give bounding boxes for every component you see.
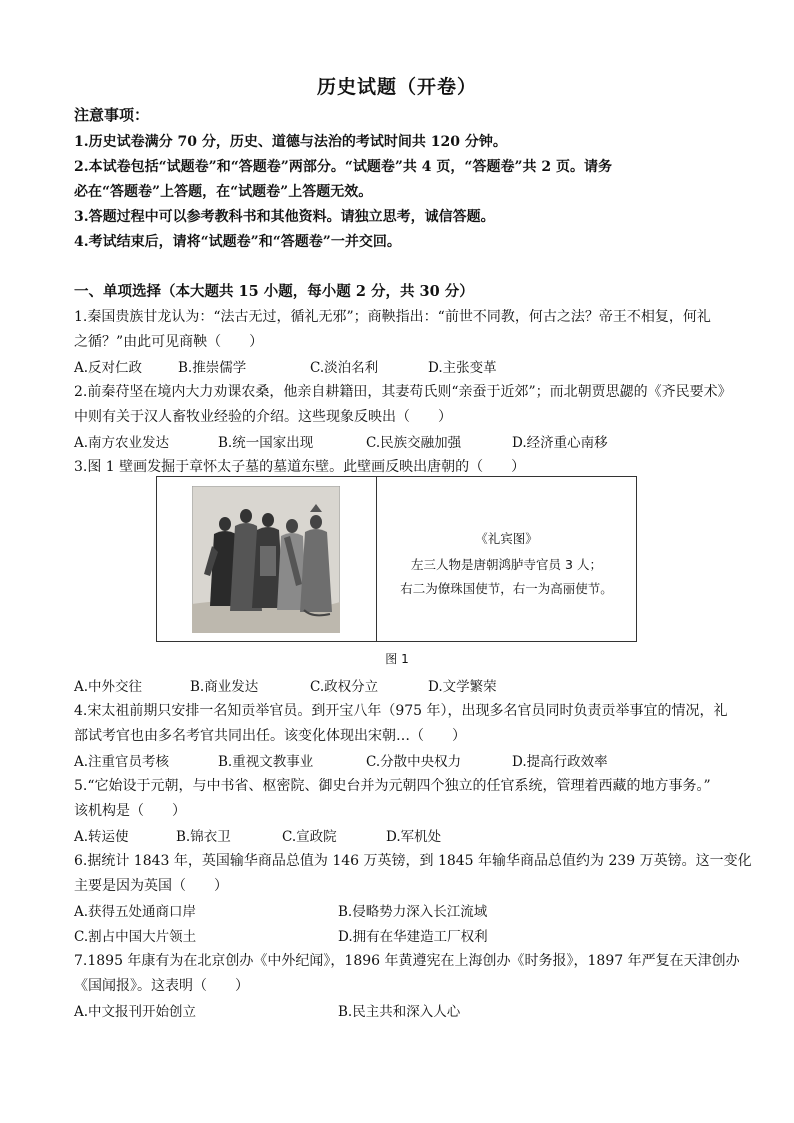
- mural-painting-image: [192, 486, 340, 633]
- question-5-line-1: 5.“它始设于元朝，与中书省、枢密院、御史台并为元朝四个独立的任官系统，管理着西藏的地方事务。”: [74, 778, 711, 794]
- option-c[interactable]: C.淡泊名利: [310, 360, 379, 376]
- figure-1: [156, 476, 637, 642]
- section-heading: 一、单项选择（本大题共 15 小题，每小题 2 分，共 30 分）: [74, 283, 474, 300]
- question-1-line-1: 1.秦国贵族甘龙认为：“法古无过，循礼无邪”；商鞅指出：“前世不同教，何古之法？帝王不相复，何礼: [74, 309, 711, 325]
- question-4-line-2: 部试考官也由多名考官共同出任。该变化体现出宋朝…（ ）: [74, 728, 466, 744]
- option-b[interactable]: B.重视文教事业: [218, 754, 314, 770]
- notice-line-5: 4.考试结束后，请将“试题卷”和“答题卷”一并交回。: [74, 234, 401, 250]
- option-b[interactable]: B.民主共和深入人心: [338, 1004, 461, 1020]
- option-d[interactable]: D.拥有在华建造工厂权利: [338, 929, 488, 945]
- figure-line-2: 右二为僚珠国使节，右一为高丽使节。: [400, 581, 613, 596]
- option-a[interactable]: A.反对仁政: [74, 360, 143, 376]
- notice-line-4: 3.答题过程中可以参考教科书和其他资料。请独立思考，诚信答题。: [74, 209, 495, 225]
- question-3-line-1: 3.图 1 壁画发掘于章怀太子墓的墓道东壁。此壁画反映出唐朝的（ ）: [74, 459, 526, 475]
- figure-caption: 图 1: [385, 652, 409, 666]
- question-2-line-1: 2.前秦苻坚在境内大力劝课农桑，他亲自耕籍田，其妻苟氏则“亲蚕于近郊”；而北朝贾思勰的《齐民要术》: [74, 384, 732, 400]
- question-7-line-1: 7.1895 年康有为在北京创办《中外纪闻》，1896 年黄遵宪在上海创办《时务报》，1897 年严复在天津创办: [74, 953, 740, 969]
- figure-description: [377, 477, 636, 641]
- option-b[interactable]: B.商业发达: [190, 679, 259, 695]
- notice-line-2: 2.本试卷包括“试题卷”和“答题卷”两部分。“试题卷”共 4 页，“答题卷”共 2 页。请务: [74, 159, 613, 175]
- notice-heading: 注意事项：: [74, 106, 150, 124]
- option-a[interactable]: A.获得五处通商口岸: [74, 904, 197, 920]
- option-a[interactable]: A.中外交往: [74, 679, 143, 695]
- option-d[interactable]: D.主张变革: [428, 360, 497, 376]
- option-b[interactable]: B.统一国家出现: [218, 435, 314, 451]
- question-2-line-2: 中则有关于汉人畜牧业经验的介绍。这些现象反映出（ ）: [74, 409, 452, 425]
- option-c[interactable]: C.割占中国大片领土: [74, 929, 197, 945]
- option-b[interactable]: B.推崇儒学: [178, 360, 247, 376]
- option-d[interactable]: D.军机处: [386, 829, 442, 845]
- option-d[interactable]: D.文学繁荣: [428, 679, 497, 695]
- option-a[interactable]: A.南方农业发达: [74, 435, 170, 451]
- figure-line-1: 左三人物是唐朝鸿胪寺官员 3 人；: [411, 557, 602, 572]
- option-b[interactable]: B.锦衣卫: [176, 829, 231, 845]
- option-c[interactable]: C.民族交融加强: [366, 435, 462, 451]
- option-a[interactable]: A.注重官员考核: [74, 754, 170, 770]
- figure-title: 《礼宾图》: [475, 531, 538, 546]
- notice-line-3: 必在“答题卷”上答题，在“试题卷”上答题无效。: [74, 184, 373, 200]
- question-1-line-2: 之循？”由此可见商鞅（ ）: [74, 334, 264, 350]
- option-c[interactable]: C.宣政院: [282, 829, 337, 845]
- question-5-line-2: 该机构是（ ）: [74, 803, 186, 819]
- option-c[interactable]: C.政权分立: [310, 679, 379, 695]
- option-a[interactable]: A.中文报刊开始创立: [74, 1004, 197, 1020]
- option-a[interactable]: A.转运使: [74, 829, 129, 845]
- option-d[interactable]: D.经济重心南移: [512, 435, 608, 451]
- option-d[interactable]: D.提高行政效率: [512, 754, 608, 770]
- option-c[interactable]: C.分散中央权力: [366, 754, 462, 770]
- question-4-line-1: 4.宋太祖前期只安排一名知贡举官员。到开宝八年（975 年），出现多名官员同时负责贡举事宜的情况，礼: [74, 703, 728, 719]
- question-6-line-2: 主要是因为英国（ ）: [74, 878, 228, 894]
- notice-line-1: 1.历史试卷满分 70 分，历史、道德与法治的考试时间共 120 分钟。: [74, 134, 507, 150]
- question-6-line-1: 6.据统计 1843 年，英国输华商品总值为 146 万英镑，到 1845 年输华商品总值约为 239 万英镑。这一变化: [74, 853, 752, 869]
- page-title: 历史试题（开卷）: [316, 76, 477, 98]
- option-b[interactable]: B.侵略势力深入长江流域: [338, 904, 488, 920]
- question-7-line-2: 《国闻报》。这表明（ ）: [74, 978, 249, 994]
